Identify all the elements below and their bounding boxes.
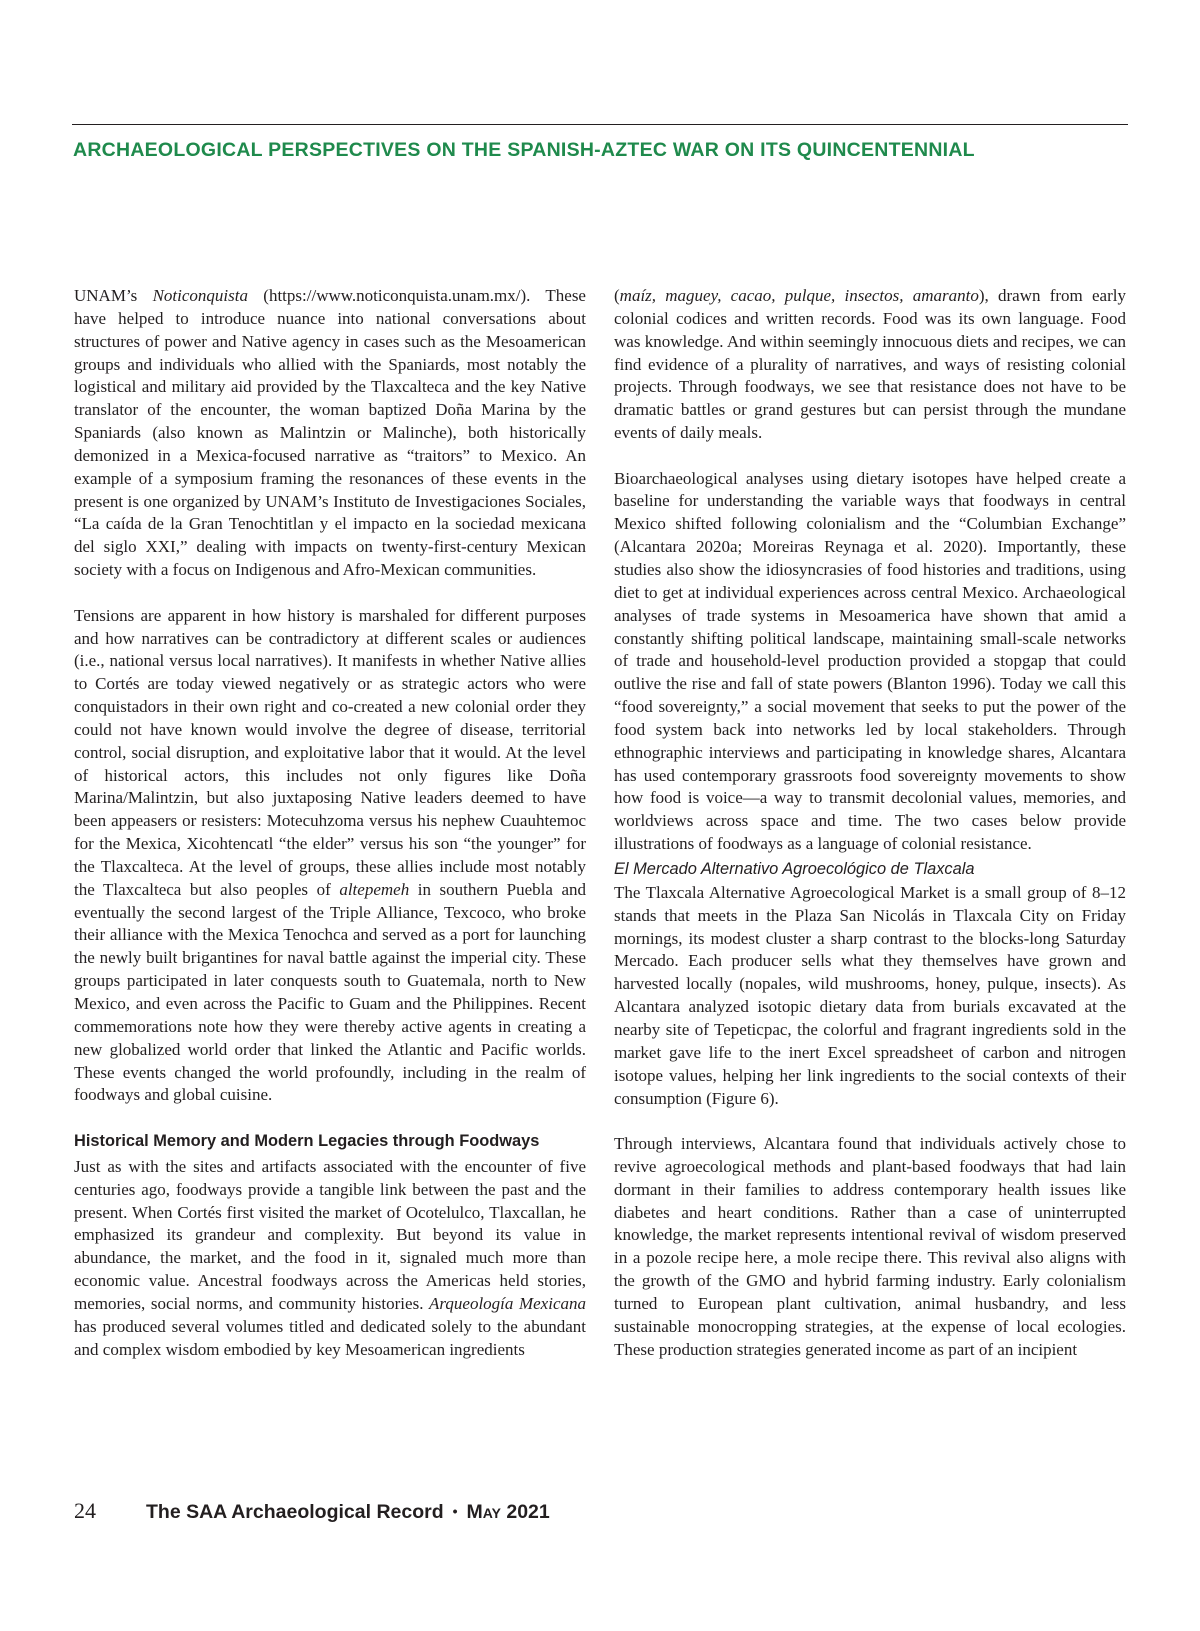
- paragraph: (maíz, maguey, cacao, pulque, insectos, amaranto), drawn from early colonial codices and written records. Food was its own language. Food was knowledge. And within seemingly innocuous diets and recipes, we can find evidence of a plurality of narratives, and ways of resisting colonial projects. Through foodways, we see that resistance does not have to be dramatic battles or grand gestures but can persist through the mundane events of daily meals.: [614, 286, 1126, 443]
- subheading: El Mercado Alternativo Agroecológico de Tlaxcala: [614, 859, 975, 878]
- page-number: 24: [74, 1498, 96, 1523]
- paragraph: Bioarchaeological analyses using dietary isotopes have helped create a baseline for understanding the variable ways that foodways in central Mexico shifted following colonialism and the “Columbian Exchange” (Alcantara 2020a; Moreiras Reynaga et al. 2020). Importantly, these studies also show the idiosyncrasies of food histories and traditions, using diet to get at individual experiences across central Mexico. Archaeological analyses of trade systems in Mesoamerica have shown that amid a constantly shifting political landscape, maintaining small-scale networks of trade and household-level production provided a stopgap that could outlive the rise and fall of state powers (Blanton 1996). Today we call this “food sovereignty,” a social movement that seeks to put the power of the food system back into networks led by local stakeholders. Through ethnographic interviews and participating in knowledge shares, Alcantara has used contemporary grassroots food sovereignty movements to show how food is voice—a way to transmit decolonial values, memories, and worldviews across space and time. The two cases below provide illustrations of foodways as a language of colonial resistance.: [614, 468, 1126, 854]
- right-column: [614, 285, 1126, 1384]
- journal-info: [146, 1497, 550, 1526]
- header-rule: [72, 124, 1128, 125]
- paragraph: Tensions are apparent in how history is marshaled for different purposes and how narratives can be contradictory at different scales or audiences (i.e., national versus local narratives). It manifests in whether Native allies to Cortés are today viewed negatively or as strategic actors who were conquistadors in their own right and co-created a new colonial order they could not have known would involve the degree of disease, territorial control, social disruption, and exploitative labor that it would. At the level of historical actors, this includes not only figures like Doña Marina/Malintzin, but also juxtaposing Native leaders deemed to have been appeasers or resisters: Motecuhzoma versus his nephew Cuauhtemoc for the Mexica, Xicohtencatl “the elder” versus his son “the younger” for the Tlaxcalteca. At the level of groups, these allies include most notably the Tlaxcalteca but also peoples of altepemeh in southern Puebla and eventually the second largest of the Triple Alliance, Texcoco, who broke their alliance with the Mexica Tenochca and served as a port for launching the newly built brigantines for naval battle against the imperial city. These groups participated in later conquests south to Guatemala, north to New Mexico, and even across the Pacific to Guam and the Philippines. Recent commemorations note how they were thereby active agents in creating a new globalized world order that linked the Atlantic and Pacific worlds. These events changed the world profoundly, including in the realm of foodways and global cuisine.: [74, 605, 586, 1105]
- paragraph: Through interviews, Alcantara found that individuals actively chose to revive agroecological methods and plant-based foodways that had lain dormant in their families to address contemporary health issues like diabetes and heart conditions. Rather than a case of uninterrupted knowledge, the market represents intentional revival of wisdom preserved in a pozole recipe here, a mole recipe there. This revival also aligns with the growth of the GMO and hybrid farming industry. Early colonialism turned to European plant cultivation, animal husbandry, and less sustainable monocropping strategies, at the expense of local ecologies. These production strategies generated income as part of an incipient: [614, 1134, 1126, 1359]
- subheading: Historical Memory and Modern Legacies through Foodways: [74, 1131, 540, 1150]
- paragraph: Just as with the sites and artifacts associated with the encounter of five centuries ago, foodways provide a tangible link between the past and the present. When Cortés first visited the market of Ocotelulco, Tlaxcallan, he emphasized its grandeur and complexity. But beyond its value in abundance, the market, and the food in it, signaled much more than economic value. Ancestral foodways across the Americas held stories, memories, social norms, and community histories. Arqueología Mexicana has produced several volumes titled and dedicated solely to the abundant and complex wisdom embodied by key Mesoamerican ingredients: [74, 1156, 586, 1359]
- section-heading: ARCHAEOLOGICAL PERSPECTIVES ON THE SPANISH-AZTEC WAR ON ITS QUINCENTENNIAL: [73, 139, 975, 161]
- issue-date: May 2021: [466, 1501, 550, 1523]
- page-footer: [74, 1497, 550, 1525]
- bullet-separator: •: [452, 1503, 458, 1519]
- paragraph: The Tlaxcala Alternative Agroecological Market is a small group of 8–12 stands that meets in the Plaza San Nicolás in Tlaxcala City on Friday mornings, its modest cluster a sharp contrast to the blocks-long Saturday Mercado. Each producer sells what they themselves have grown and harvested locally (nopales, wild mushrooms, honey, pulque, insects). As Alcantara analyzed isotopic dietary data from burials excavated at the nearby site of Tepeticpac, the colorful and fragrant ingredients sold in the market gave life to the inert Excel spreadsheet of carbon and nitrogen isotope values, helping her link ingredients to the social contexts of their consumption (Figure 6).: [614, 882, 1126, 1108]
- left-column: [74, 285, 586, 1384]
- journal-title: The SAA Archaeological Record: [146, 1501, 444, 1523]
- paragraph: UNAM’s Noticonquista (https://www.noticonquista.unam.mx/). These have helped to introduce nuance into national conversations about structures of power and Native agency in cases such as the Mesoamerican groups and individuals who allied with the Spaniards, most notably the logistical and military aid provided by the Tlaxcalteca and the key Native translator of the encounter, the woman baptized Doña Marina by the Spaniards (also known as Malintzin or Malinche), both historically demonized in a Mexica-focused narrative as “traitors” to Mexico. An example of a symposium framing the resonances of these events in the present is one organized by UNAM’s Instituto de Investigaciones Sociales, “La caída de la Gran Tenochtitlan y el impacto en la sociedad mexicana del siglo XXI,” dealing with impacts on twenty-first-century Mexican society with a focus on Indigenous and Afro-Mexican communities.: [74, 286, 586, 580]
